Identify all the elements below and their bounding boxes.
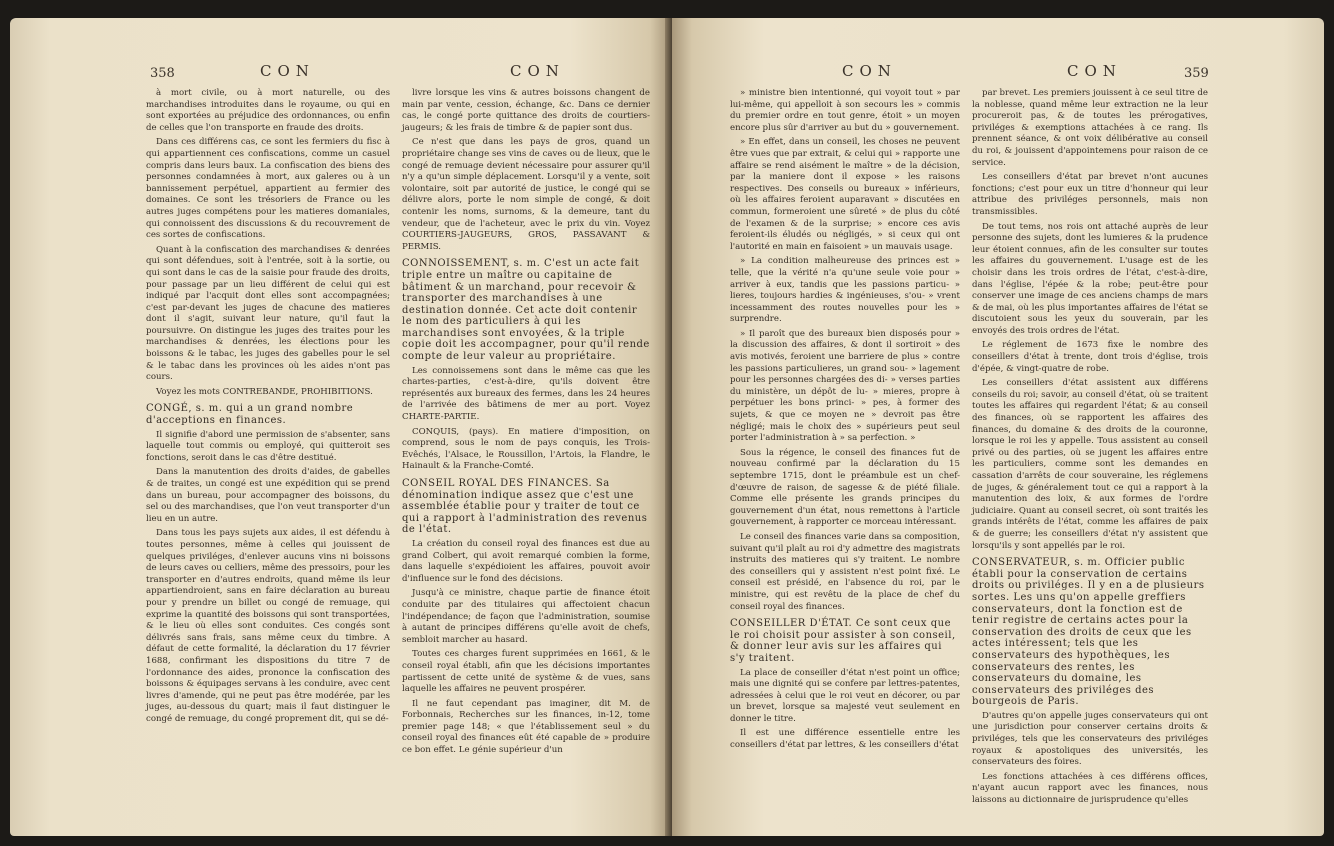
paragraph: à mort civile, ou à mort naturelle, ou des marchandises introduites dans le royaume, ou qui en sont exportées au préjudice des ordonnances, ou enfin de celles que l'on transporte en fraude des droits. [146, 88, 390, 133]
paragraph: Dans ces différens cas, ce sont les fermiers du fisc à qui appartiennent ces confiscations, comme un casuel compris dans leurs baux. La confiscation des biens des personnes condamnées à mort, aux galeres ou à un bannissement perpétuel, appartient au fermier des domaines. Ce sont les trésoriers de France ou les autres juges compétens pour les matieres domaniales, qui connoissent des discussions & du recouvrement de ces sortes de confiscations. [146, 137, 390, 241]
running-head-right-2: CON [1067, 62, 1122, 80]
paragraph: Les conseillers d'état assistent aux différens conseils du roi; savoir, au conseil d'état, où se traitent toutes les affaires qui regardent l'état; & au conseil des finances, où se rapportent les affaires des finances, du domaine & des droits de la couronne, lorsque le roi les y appelle. Tous assistent au conseil privé ou des parties, où se jugent les affaires entre les particuliers, comme sont les demandes en cassation d'arrêts de cour souveraine, les réglemens de juges, & généralement tout ce qui a rapport à la manutention des loix, & aux formes de l'ordre judiciaire. Quant au conseil secret, où sont traités les grands intérêts de l'état, comme les affaires de paix & de guerre; les conseillers d'état n'y assistent que lorsqu'ils y sont appellés par le roi. [972, 378, 1208, 551]
paragraph: » La condition malheureuse des princes est » telle, que la vérité n'a qu'une seule voie pour » arriver à eux, tandis que les passions particu- » lieres, toujours hardies & ingénieuses, s'ou- » vrent incessamment des routes nouvelles pour les » surprendre. [730, 256, 960, 325]
paragraph: Quant à la confiscation des marchandises & denrées qui sont défendues, soit à l'entrée, soit à la sortie, ou qui sont dans le cas de la saisie pour fraude des droits, pour passage par un lieu différent de celui qui est indiqué par l'acquit dont elles sont accompagnées; c'est par-devant les juges de chacune des matieres dont il s'agit, suivant leur nature, qu'il faut la poursuivre. On distingue les juges des traites pour les marchandises & denrées, les élections pour les boissons & le tabac, les juges des gabelles pour le sel & le tabac dans les provinces où les aides n'ont pas cours. [146, 244, 390, 383]
paragraph: Dans tous les pays sujets aux aides, il est défendu à toutes personnes, même à celles qui jouissent de quelques priviléges, d'enlever aucuns vins ni boissons de leurs caves ou celliers, même des pressoirs, pour les transporter en d'autres endroits, quand même ils leur appartiendroient, sans en faire déclaration au bureau pour y prendre un billet ou congé de remuage, qui exprime la quantité des boissons qui sont transportées, & le lieu où elles sont conduites. Ces congés sont délivrés sans frais, sans même ceux du timbre. A défaut de cette formalité, la déclaration du 17 février 1688, confirmant les dispositions du titre 7 de l'ordonnance des aides, prononce la confiscation des boissons & équipages servans à les conduire, avec cent livres d'amende, qui ne peut pas être modérée, par les juges, au-dessous du quart; mais il faut distinguer le congé de remuage, du congé proprement dit, qui se dé- [146, 528, 390, 724]
paragraph: La création du conseil royal des finances est due au grand Colbert, qui avoit remarqué combien la forme, dans laquelle s'expédioient les affaires, pouvoit avoir d'influence sur le fond des décisions. [402, 538, 650, 584]
paragraph: Le réglement de 1673 fixe le nombre des conseillers d'état à trente, dont trois d'église, trois d'épée, & vingt-quatre de robe. [972, 340, 1208, 374]
left-column-2 [402, 88, 650, 760]
paragraph: Dans la manutention des droits d'aides, de gabelles & de traites, un congé est une expédition qui se prend dans un bureau, pour accompagner des boissons, du sel ou des marchandises, que l'on veut transporter d'un lieu en un autre. [146, 467, 390, 524]
right-column-2 [972, 88, 1208, 810]
entry-heading: CONNOISSEMENT, s. m. C'est un acte fait triple entre un maître ou capitaine de bâtiment & un marchand, pour recevoir & transporter des marchandises à une destination donnée. Cet acte doit contenir le nom des particuliers à qui les marchandises sont envoyées, & la triple copie doit les accompagner, pour qu'il rende compte de leur valeur au propriétaire. [402, 258, 650, 363]
paragraph: D'autres qu'on appelle juges conservateurs qui ont une jurisdiction pour conserver certains droits & priviléges, tels que les conservateurs des priviléges royaux & apostoliques des universités, les conservateurs des foires. [972, 710, 1208, 768]
paragraph: » ministre bien intentionné, qui voyoit tout » par lui-même, qui appelloit à son secours les » commis du premier ordre en tout genre, étoit » un moyen encore plus sûr d'arriver au but du » gouvernement. [730, 88, 960, 133]
paragraph: » En effet, dans un conseil, les choses ne peuvent être vues que par extrait, & celui qui » rapporte une affaire se rend aisément le maître » de la décision, par la maniere dont il expose » les raisons respectives. Des conseils ou bureaux » inférieurs, où les affaires feroient auparavant » discutées en commun, formeroient une sûreté » de plus du côté de l'examen & de la surprise; » encore ces avis feroient-ils éludés ou négligés, » si ceux qui ont l'autorité en main en faisoient » un mauvais usage. [730, 137, 960, 252]
entry-heading: CONGÉ, s. m. qui a un grand nombre d'acceptions en finances. [146, 403, 354, 427]
paragraph: Sous la régence, le conseil des finances fut de nouveau confirmé par la déclaration du 15 septembre 1715, dont le préambule est un chef-d'œuvre de raison, de sagesse & de piété filiale. Comme elle présente les grands principes du gouvernement d'un état, nous remettons à l'article gouvernement, à rapporter ce morceau intéressant. [730, 447, 960, 528]
paragraph: CONQUIS, (pays). En matiere d'imposition, on comprend, sous le nom de pays conquis, les Trois-Evêchés, l'Alsace, le Roussillon, l'Artois, la Flandre, le Hainault & la Franche-Comté. [402, 426, 650, 472]
left-page [10, 18, 670, 836]
paragraph: Le conseil des finances varie dans sa composition, suivant qu'il plaît au roi d'y admettre des magistrats instruits des matieres qui s'y traitent. Le nombre des conseillers qui y assistent n'est point fixé. Le conseil est présidé, en l'absence du roi, par le ministre, qui est revêtu de la place de chef du conseil royal des finances. [730, 531, 960, 612]
paragraph: par brevet. Les premiers jouissent à ce seul titre de la noblesse, quand même leur extraction ne la leur procureroit pas, & de toutes les prérogatives, priviléges & exemptions attachées à ce rang. Ils prennent séance, & ont voix délibérative au conseil du roi, & jouissent d'appointemens pour raison de ce service. [972, 88, 1208, 168]
paragraph: La place de conseiller d'état n'est point un office; mais une dignité qui se confere par lettres-patentes, adressées à celui que le roi veut en décorer, ou par un brevet, lorsque sa majesté veut seulement en donner le titre. [730, 667, 960, 724]
paragraph: Les conseillers d'état par brevet n'ont aucunes fonctions; c'est pour eux un titre d'honneur qui leur attribue des priviléges personnels, mais non transmissibles. [972, 172, 1208, 217]
paragraph: Il ne faut cependant pas imaginer, dit M. de Forbonnais, Recherches sur les finances, in-12, tome premier page 148; « que l'établissement seul » du conseil royal des finances eût été capable de » produire ce bon effet. Le génie supérieur d'un [402, 698, 650, 756]
entry-heading: CONSEIL ROYAL DES FINANCES. Sa dénomination indique assez que c'est une assemblée établie pour y traiter de tout ce qui a rapport à l'administration des revenus de l'état. [402, 478, 648, 536]
paragraph: Jusqu'à ce ministre, chaque partie de finance étoit conduite par des titulaires qui affectoient chacun l'indépendance; de façon que l'administration, soumise à autant de principes différens qu'elle avoit de chefs, sembloit marcher au hasard. [402, 588, 650, 645]
paragraph: Ce n'est que dans les pays de gros, quand un propriétaire change ses vins de caves ou de lieux, que le congé de remuage devient nécessaire pour assurer qu'il n'y a qu'un simple déplacement. Lorsqu'il y a vente, soit volontaire, soit par autorité de justice, le congé qui se délivre alors, porte le nom simple de congé, & doit contenir les noms, surnoms, & la demeure, tant du vendeur, que de l'acheteur, avec le prix du vin. Voyez COURTIERS-JAUGEURS, GROS, PASSAVANT & PERMIS. [402, 137, 650, 252]
running-head-left-2: CON [510, 62, 565, 80]
right-page [672, 18, 1324, 836]
entry-heading: CONSERVATEUR, s. m. Officier public établi pour la conservation de certains droits ou priviléges. Il y en a de plusieurs sortes. Les uns qu'on appelle greffiers conservateurs, dont la fonction est de tenir registre de certains actes pour la conservation des droits de ceux que les actes intéressent; tels que les conservateurs des hypothèques, les conservateurs des rentes, les conservateurs du domaine, les conservateurs des priviléges des bourgeois de Paris. [972, 557, 1205, 708]
paragraph: Toutes ces charges furent supprimées en 1661, & le conseil royal établi, afin que les décisions importantes partissent de cette unité de système & de vues, sans laquelle les affaires ne peuvent prospérer. [402, 649, 650, 695]
paragraph: Les fonctions attachées à ces différens offices, n'ayant aucun rapport avec les finances, nous laissons au dictionnaire de jurisprudence qu'elles [972, 771, 1208, 806]
page-number-left: 358 [150, 66, 175, 81]
right-column-1 [730, 88, 960, 755]
paragraph: » Il paroît que des bureaux bien disposés pour » la discussion des affaires, & dont il sortiroit » des avis motivés, feroient une barriere de plus » contre les passions particulieres, un grand sou- » lagement pour les personnes chargées des di- » verses parties du ministère, un dépôt de lu- » mieres, propre à perpétuer les bons princi- » pes, à former des sujets, & que ce moyen ne » devroit pas être négligé; mais le choix des » supérieurs peut seul porter l'administration à » sa perfection. » [730, 328, 960, 444]
paragraph: Il signifie d'abord une permission de s'absenter, sans laquelle tout commis ou employé, qui quitteroit ses fonctions, seroit dans le cas d'être destitué. [146, 429, 390, 463]
running-head-right-1: CON [842, 62, 897, 80]
entry-heading: CONSEILLER D'ÉTAT. Ce sont ceux que le roi choisit pour assister à son conseil, & donner leur avis sur les affaires qui s'y traitent. [730, 618, 956, 664]
open-book [10, 18, 1324, 838]
paragraph: livre lorsque les vins & autres boissons changent de main par vente, cession, échange, &c. Dans ce dernier cas, le congé porte quittance des droits de courtiers-jaugeurs; & les frais de timbre & de papier sont dus. [402, 88, 650, 133]
paragraph: Les connoissemens sont dans le même cas que les chartes-parties, c'est-à-dire, qu'ils doivent être représentés aux bureaux des fermes, dans les 24 heures de l'arrivée des bâtimens de mer au port. Voyez CHARTE-PARTIE. [402, 365, 650, 423]
paragraph: Voyez les mots CONTREBANDE, PROHIBITIONS. [156, 386, 373, 397]
page-number-right: 359 [1184, 66, 1209, 81]
paragraph: De tout tems, nos rois ont attaché auprès de leur personne des sujets, dont les lumieres & la prudence leur étoient connues, afin de les consulter sur toutes les affaires du gouvernement. L'usage est de les choisir dans les trois ordres de l'état, c'est-à-dire, dans l'église, l'épée & la robe; peut-être pour conserver une image de ces anciens champs de mars & de mai, où les plus importantes affaires de l'état se discutoient sous les yeux du souverain, par les envoyés des trois ordres de l'état. [972, 221, 1208, 336]
paragraph: Il est une différence essentielle entre les conseillers d'état par lettres, & les conseillers d'état [730, 728, 960, 751]
running-head-left-1: CON [260, 62, 315, 80]
left-column-1 [146, 88, 390, 728]
